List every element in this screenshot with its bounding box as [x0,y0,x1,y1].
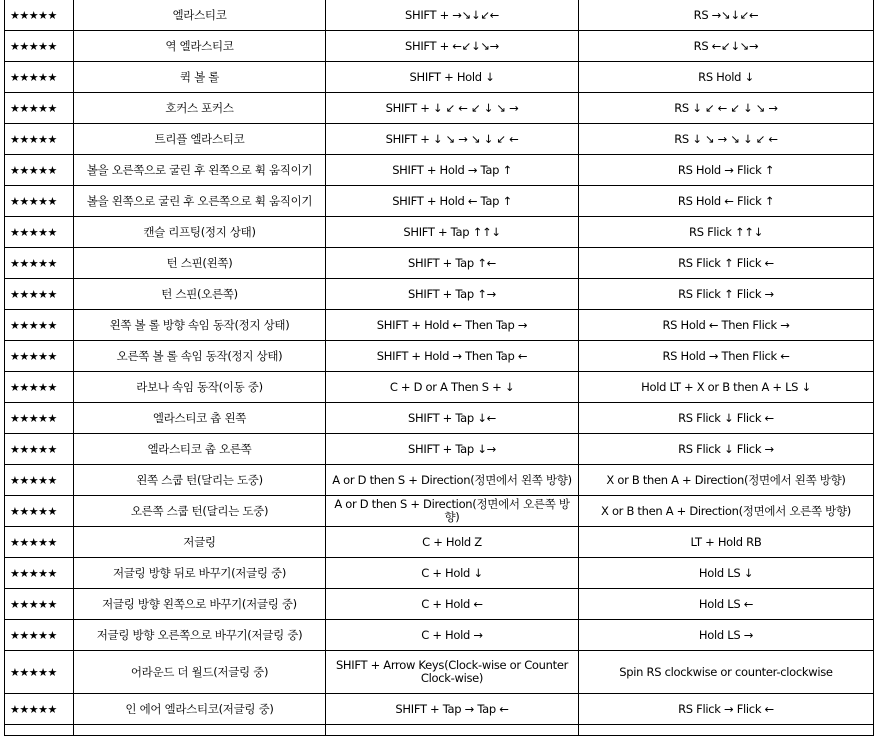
table-row [5,124,874,155]
star-rating: ★★★★★ [5,279,74,310]
pc-command-cell: SHIFT + →↘↓↙← [326,0,579,31]
star-rating: ★★★★★ [5,0,74,31]
table-row [5,0,874,31]
skill-name-cell: 오른쪽 볼 롤 속임 동작(정지 상태) [74,341,326,372]
skill-name-cell: 왼쪽 스쿱 턴(달리는 도중) [74,465,326,496]
skill-name-cell: 역 엘라스티코 [74,31,326,62]
controller-command-cell: RS Flick ↑ Flick → [579,279,874,310]
star-rating: ★★★★★ [5,341,74,372]
controller-command-cell: RS Flick ↑ Flick ← [579,248,874,279]
table-row [5,372,874,403]
star-rating: ★★★★★ [5,403,74,434]
star-rating: ★★★★★ [5,310,74,341]
pc-command-cell: SHIFT + Tap ↑← [326,248,579,279]
pc-command-cell: SHIFT + Hold ← Then Tap → [326,310,579,341]
table-cell [74,725,326,736]
skill-name-cell: 저글링 방향 왼쪽으로 바꾸기(저글링 중) [74,589,326,620]
controller-command-cell: RS →↘↓↙← [579,0,874,31]
pc-command-cell: SHIFT + Hold ↓ [326,62,579,93]
skill-name-cell: 엘라스티코 촙 왼쪽 [74,403,326,434]
skill-name-cell: 저글링 방향 뒤로 바꾸기(저글링 중) [74,558,326,589]
pc-command-cell: SHIFT + Arrow Keys(Clock-wise or Counter Clock-wise) [326,651,579,694]
controller-command-cell: Hold LT + X or B then A + LS ↓ [579,372,874,403]
star-rating: ★★★★★ [5,31,74,62]
star-rating: ★★★★★ [5,93,74,124]
pc-command-cell: C + Hold Z [326,527,579,558]
pc-command-cell: C + Hold → [326,620,579,651]
pc-command-cell: SHIFT + Hold → Tap ↑ [326,155,579,186]
controller-command-cell: RS Hold ← Then Flick → [579,310,874,341]
skill-name-cell: 왼쪽 볼 롤 방향 속임 동작(정지 상태) [74,310,326,341]
skill-name-cell: 라보나 속임 동작(이동 중) [74,372,326,403]
star-rating: ★★★★★ [5,124,74,155]
controller-command-cell: LT + Hold RB [579,527,874,558]
table-row [5,279,874,310]
controller-command-cell: RS Flick ↑↑↓ [579,217,874,248]
controller-command-cell: RS Hold → Then Flick ← [579,341,874,372]
skill-name-cell: 턴 스핀(왼쪽) [74,248,326,279]
star-rating: ★★★★★ [5,62,74,93]
skill-name-cell: 엘라스티코 [74,0,326,31]
star-rating: ★★★★★ [5,558,74,589]
star-rating: ★★★★★ [5,248,74,279]
controller-command-cell: Hold LS → [579,620,874,651]
pc-command-cell: A or D then S + Direction(정면에서 왼쪽 방향) [326,465,579,496]
star-rating: ★★★★★ [5,496,74,527]
controller-command-cell: RS Flick ↓ Flick ← [579,403,874,434]
skill-name-cell: 엘라스티코 촙 오른쪽 [74,434,326,465]
table-row [5,62,874,93]
star-rating: ★★★★★ [5,217,74,248]
table-row [5,527,874,558]
table-cell [579,725,874,736]
star-rating: ★★★★★ [5,589,74,620]
controller-command-cell: RS Flick ↓ Flick → [579,434,874,465]
controller-command-cell: RS Hold ← Flick ↑ [579,186,874,217]
table-row [5,31,874,62]
table-row [5,496,874,527]
pc-command-cell: SHIFT + Tap → Tap ← [326,694,579,725]
controller-command-cell: RS Hold ↓ [579,62,874,93]
star-rating: ★★★★★ [5,434,74,465]
table-row [5,694,874,725]
pc-command-cell: SHIFT + Tap ↑→ [326,279,579,310]
star-rating: ★★★★★ [5,372,74,403]
table-row [5,434,874,465]
star-rating: ★★★★★ [5,651,74,694]
star-rating: ★★★★★ [5,620,74,651]
table-row [5,589,874,620]
skill-name-cell: 인 에어 엘라스티코(저글링 중) [74,694,326,725]
table-row [5,186,874,217]
controller-command-cell: X or B then A + Direction(정면에서 오른쪽 방향) [579,496,874,527]
skill-name-cell: 저글링 [74,527,326,558]
controller-command-cell: Hold LS ↓ [579,558,874,589]
table-row [5,403,874,434]
controller-command-cell: RS Hold → Flick ↑ [579,155,874,186]
pc-command-cell: SHIFT + Tap ↑↑↓ [326,217,579,248]
star-rating: ★★★★★ [5,155,74,186]
skill-moves-table [4,0,874,736]
table-row [5,620,874,651]
table-row [5,310,874,341]
pc-command-cell: SHIFT + ↓ ↘ → ↘ ↓ ↙ ← [326,124,579,155]
table-row [5,248,874,279]
star-rating: ★★★★★ [5,694,74,725]
star-rating: ★★★★★ [5,465,74,496]
table-row [5,155,874,186]
skill-name-cell: 볼을 오른쪽으로 굴린 후 왼쪽으로 휙 움직이기 [74,155,326,186]
controller-command-cell: RS ↓ ↙ ← ↙ ↓ ↘ → [579,93,874,124]
skill-name-cell: 호커스 포커스 [74,93,326,124]
pc-command-cell: A or D then S + Direction(정면에서 오른쪽 방향) [326,496,579,527]
controller-command-cell: Spin RS clockwise or counter-clockwise [579,651,874,694]
pc-command-cell: SHIFT + ←↙↓↘→ [326,31,579,62]
pc-command-cell: SHIFT + Hold ← Tap ↑ [326,186,579,217]
pc-command-cell: C + Hold ↓ [326,558,579,589]
controller-command-cell: RS ←↙↓↘→ [579,31,874,62]
table-cell [326,725,579,736]
skill-name-cell: 퀵 볼 롤 [74,62,326,93]
skill-name-cell: 저글링 방향 오른쪽으로 바꾸기(저글링 중) [74,620,326,651]
table-row [5,725,874,736]
table-row [5,217,874,248]
table-row [5,341,874,372]
controller-command-cell: Hold LS ← [579,589,874,620]
skill-name-cell: 오른쪽 스쿱 턴(달리는 도중) [74,496,326,527]
table-row [5,93,874,124]
skill-name-cell: 볼을 왼쪽으로 굴린 후 오른쪽으로 휙 움직이기 [74,186,326,217]
controller-command-cell: X or B then A + Direction(정면에서 왼쪽 방향) [579,465,874,496]
pc-command-cell: C + Hold ← [326,589,579,620]
skill-name-cell: 트리플 엘라스티코 [74,124,326,155]
table-row [5,465,874,496]
controller-command-cell: RS ↓ ↘ → ↘ ↓ ↙ ← [579,124,874,155]
controller-command-cell: RS Flick → Flick ← [579,694,874,725]
table-body [5,0,874,736]
star-rating: ★★★★★ [5,186,74,217]
pc-command-cell: SHIFT + Tap ↓← [326,403,579,434]
pc-command-cell: SHIFT + Hold → Then Tap ← [326,341,579,372]
table-row [5,558,874,589]
table-row [5,651,874,694]
skill-name-cell: 캔슬 리프팅(정지 상태) [74,217,326,248]
pc-command-cell: SHIFT + ↓ ↙ ← ↙ ↓ ↘ → [326,93,579,124]
skill-name-cell: 어라운드 더 월드(저글링 중) [74,651,326,694]
pc-command-cell: SHIFT + Tap ↓→ [326,434,579,465]
skill-name-cell: 턴 스핀(오른쪽) [74,279,326,310]
table-cell [5,725,74,736]
star-rating: ★★★★★ [5,527,74,558]
pc-command-cell: C + D or A Then S + ↓ [326,372,579,403]
